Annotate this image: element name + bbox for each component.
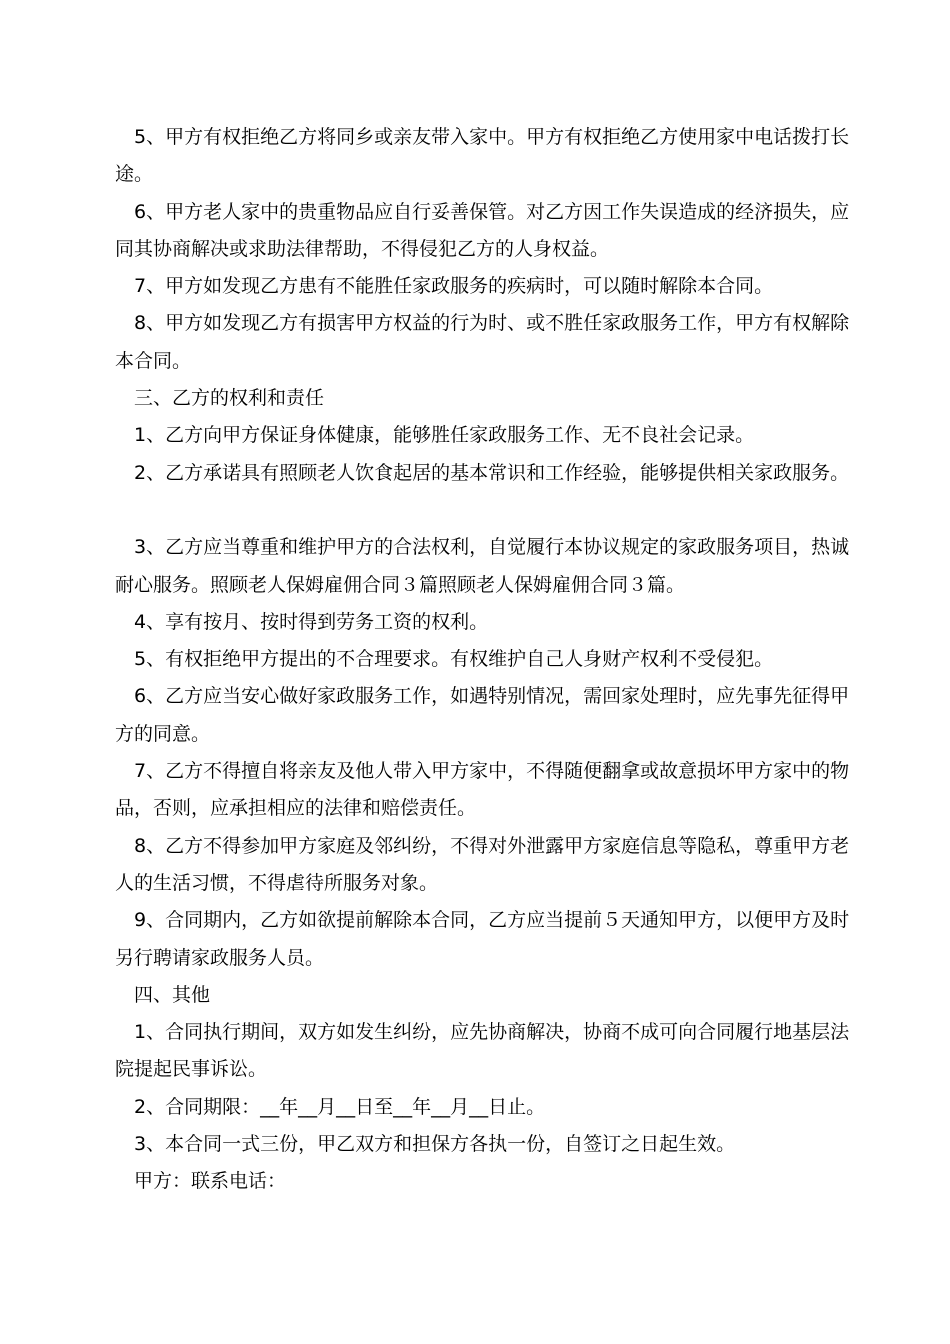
signature-line-party-a: 甲方：联系电话：	[134, 1170, 287, 1193]
clause-9-party-b: 9、合同期内，乙方如欲提前解除本合同，乙方应当提前５天通知甲方，以便甲方及时另行聘请家政服务人员。	[115, 909, 850, 969]
blank-line	[115, 492, 850, 529]
clause-3-other: 3、本合同一式三份，甲乙双方和担保方各执一份，自签订之日起生效。	[134, 1133, 736, 1156]
section-heading-party-b: 三、乙方的权利和责任	[134, 387, 325, 410]
clause-8-party-b: 8、乙方不得参加甲方家庭及邻纠纷，不得对外泄露甲方家庭信息等隐私，尊重甲方老人的生活习惯，不得虐待所服务对象。	[115, 834, 850, 894]
clause-2-other: 2、合同期限：__年__月__日至__年__月__日止。	[134, 1095, 546, 1118]
section-heading-other: 四、其他	[134, 983, 211, 1006]
clause-6-party-b: 6、乙方应当安心做好家政服务工作，如遇特别情况，需回家处理时，应先事先征得甲方的同意。	[115, 685, 850, 745]
clause-7-party-b: 7、乙方不得擅自将亲友及他人带入甲方家中，不得随便翻拿或故意损坏甲方家中的物品，否则，应承担相应的法律和赔偿责任。	[115, 760, 850, 820]
clause-1-other: 1、合同执行期间，双方如发生纠纷，应先协商解决，协商不成可向合同履行地基层法院提起民事诉讼。	[115, 1021, 850, 1081]
clause-7-party-a: 7、甲方如发现乙方患有不能胜任家政服务的疾病时，可以随时解除本合同。	[134, 275, 774, 298]
clause-2-party-b: 2、乙方承诺具有照顾老人饮食起居的基本常识和工作经验，能够提供相关家政服务。	[134, 461, 850, 484]
document-page	[115, 119, 850, 1201]
clause-6-party-a: 6、甲方老人家中的贵重物品应自行妥善保管。对乙方因工作失误造成的经济损失，应同其协商解决或求助法律帮助，不得侵犯乙方的人身权益。	[115, 200, 850, 260]
clause-1-party-b: 1、乙方向甲方保证身体健康，能够胜任家政服务工作、无不良社会记录。	[134, 424, 755, 447]
clause-3-party-b: 3、乙方应当尊重和维护甲方的合法权利，自觉履行本协议规定的家政服务项目，热诚耐心服务。照顾老人保姆雇佣合同３篇照顾老人保姆雇佣合同３篇。	[115, 536, 850, 596]
clause-4-party-b: 4、享有按月、按时得到劳务工资的权利。	[134, 610, 489, 633]
clause-8-party-a: 8、甲方如发现乙方有损害甲方权益的行为时、或不胜任家政服务工作，甲方有权解除本合同。	[115, 312, 850, 372]
clause-5-party-a: 5、甲方有权拒绝乙方将同乡或亲友带入家中。甲方有权拒绝乙方使用家中电话拨打长途。	[115, 126, 850, 186]
clause-5-party-b: 5、有权拒绝甲方提出的不合理要求。有权维护自己人身财产权利不受侵犯。	[134, 648, 774, 671]
